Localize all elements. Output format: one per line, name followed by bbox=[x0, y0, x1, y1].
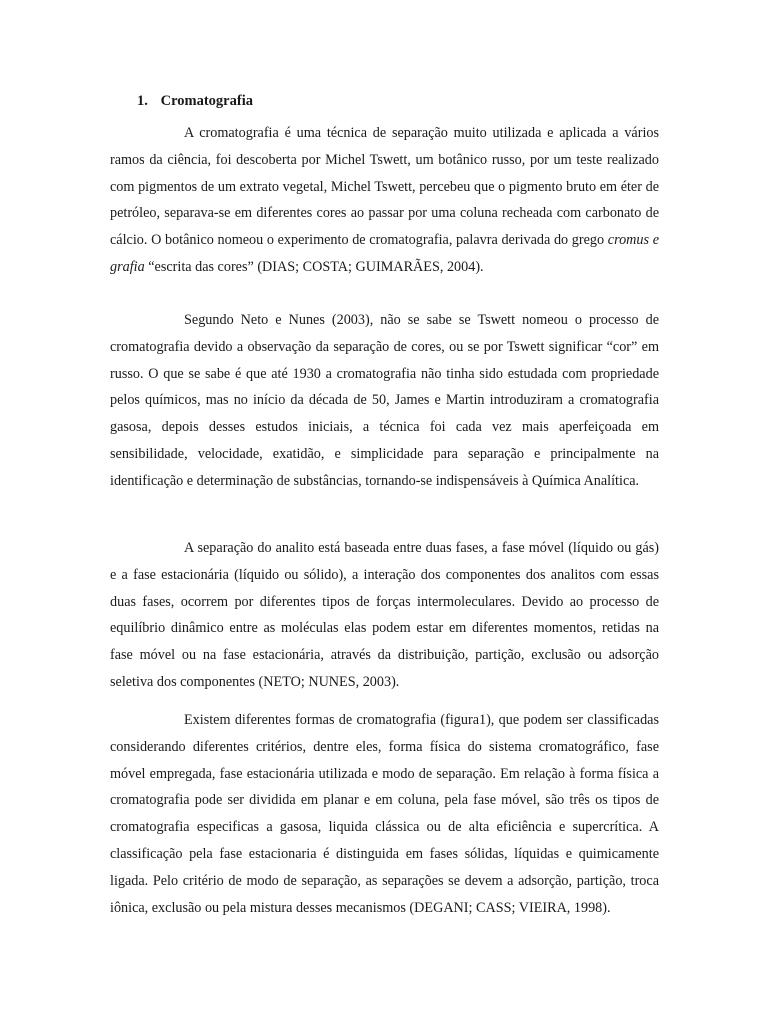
paragraph-2: Segundo Neto e Nunes (2003), não se sabe se Tswett nomeou o processo de cromatografia devido a observação da separação de cores, ou se por Tswett significar “cor” em russo. O que se sabe é que até 1930 a cromatografia não tinha sido estudada com propriedade pelos químicos, mas no início da década de 50, James e Martin introduziram a cromatografia gasosa, depois desses estudos iniciais, a técnica foi cada vez mais aperfeiçoada em sensibilidade, velocidade, exatidão, e simplicidade para separação e principalmente na identificação e determinação de substâncias, tornando-se indispensáveis à Química Analítica. bbox=[110, 312, 659, 489]
section-heading bbox=[137, 91, 253, 111]
section-number: 1. bbox=[137, 93, 148, 109]
paragraph-4: Existem diferentes formas de cromatografia (figura1), que podem ser classificadas considerando diferentes critérios, dentre eles, forma física do sistema cromatográfico, fase móvel empregada, fase estacionária utilizada e modo de separação. Em relação à forma física a cromatografia pode ser dividida em planar e em coluna, pela fase móvel, são três os tipos de cromatografia especificas a gasosa, liquida clássica ou de alta eficiência e supercrítica. A classificação pela fase estacionaria é distinguida em fases sólidas, líquidas e quimicamente ligada. Pelo critério de modo de separação, as separações se devem a adsorção, partição, troca iônica, exclusão ou pela mistura desses mecanismos (DEGANI; CASS; VIEIRA, 1998). bbox=[110, 712, 659, 916]
greek-term-italic: cromus e grafia bbox=[110, 232, 659, 275]
section-title: Cromatografia bbox=[160, 93, 253, 109]
paragraph-3: A separação do analito está baseada entre duas fases, a fase móvel (líquido ou gás) e a fase estacionária (líquido ou sólido), a interação dos componentes dos analitos com essas duas fases, ocorrem por diferentes tipos de forças intermoleculares. Devido ao processo de equilíbrio dinâmico entre as moléculas elas podem estar em diferentes momentos, retidas na fase móvel ou na fase estacionária, através da distribuição, partição, exclusão ou adsorção seletiva dos componentes (NETO; NUNES, 2003). bbox=[110, 540, 659, 690]
paragraph-1-citation: “escrita das cores” (DIAS; COSTA; GUIMARÃES, 2004). bbox=[144, 258, 484, 275]
paragraph-1-text: A cromatografia é uma técnica de separação muito utilizada e aplicada a vários ramos da ciência, foi descoberta por Michel Tswett, um botânico russo, por um teste realizado com pigmentos de um extrato vegetal, Michel Tswett, percebeu que o pigmento bruto em éter de petróleo, separava-se em diferentes cores ao passar por uma coluna recheada com carbonato de cálcio. O botânico nomeou o experimento de cromatografia, palavra derivada do grego bbox=[110, 125, 659, 249]
paragraph-1 bbox=[110, 120, 659, 281]
